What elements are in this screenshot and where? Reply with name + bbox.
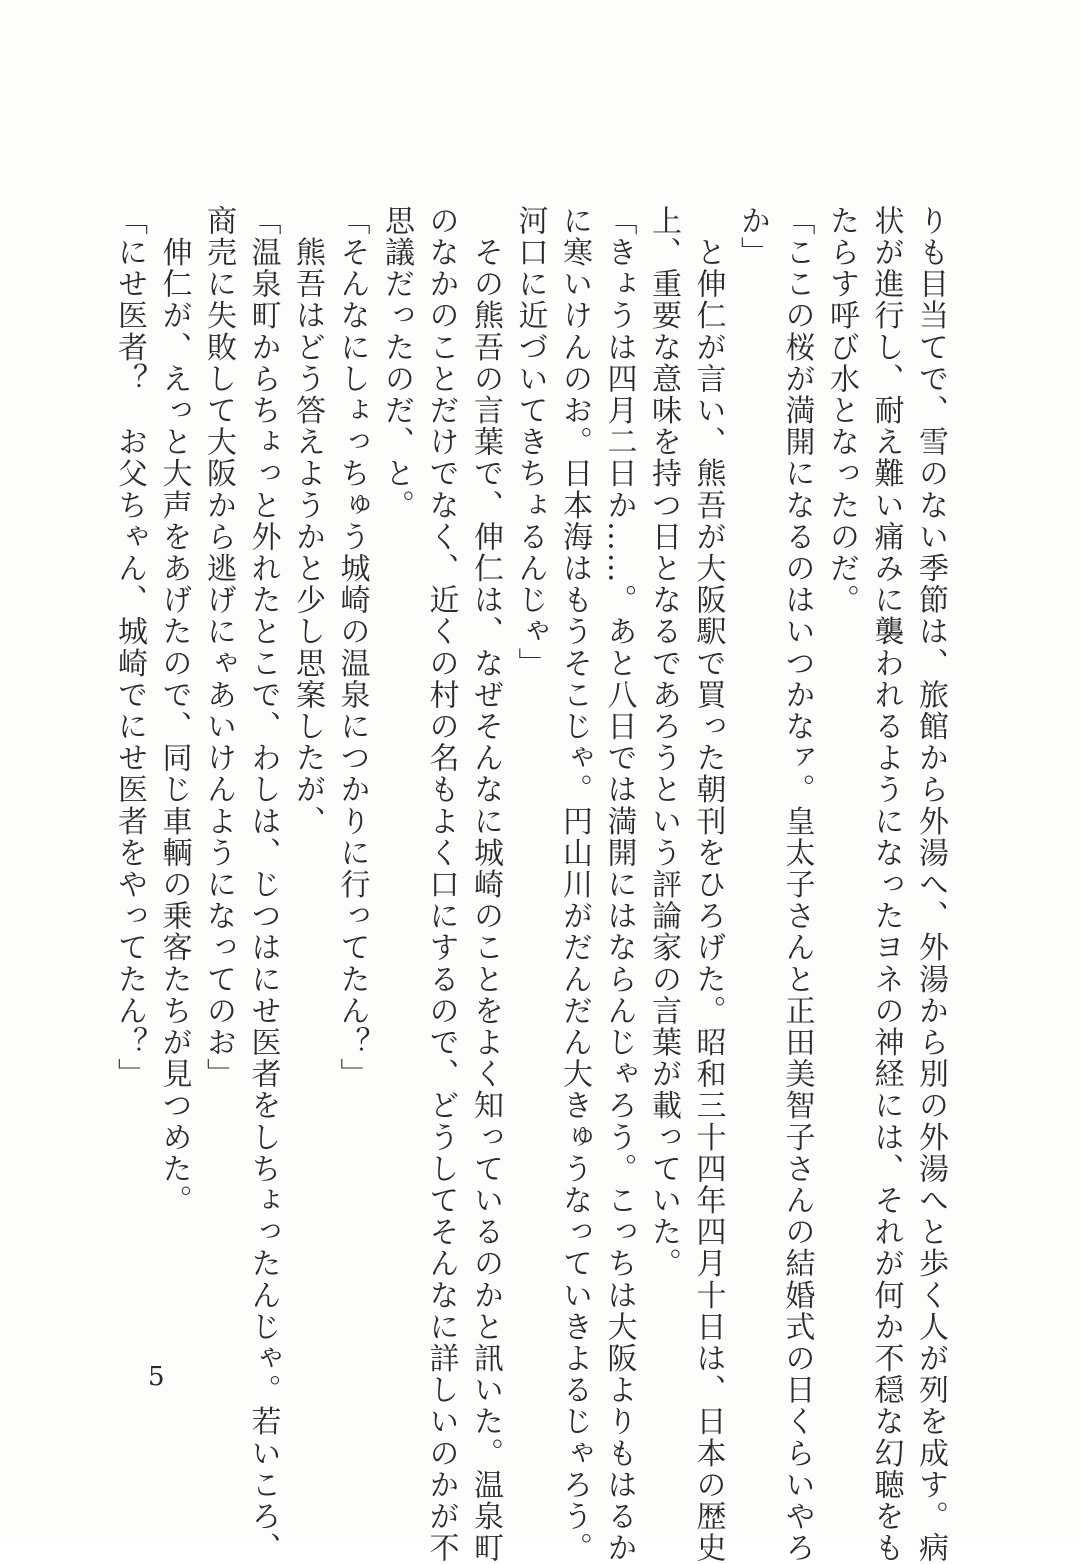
- text-line: 熊吾はどう答えようかと少し思案したが、: [290, 205, 325, 837]
- text-line: その熊吾の言葉で、伸仁は、なぜそんなに城崎のことをよく知っているのかと訊いた。温泉町: [468, 205, 503, 1564]
- text-line: 思議だったのだ、と。: [379, 205, 414, 521]
- text-line: 「そんなにしょっちゅう城崎の温泉につかりに行ってたん？」: [334, 205, 370, 1090]
- text-line: 「温泉町からちょっと外れたとこで、わしは、じつはにせ医者をしちょったんじゃ。若いころ、: [245, 205, 281, 1564]
- text-line: か」: [735, 205, 770, 269]
- text-line: 「きょうは四月二日か……。あと八日では満開にはならんじゃろう。こっちは大阪よりもはるか: [601, 205, 637, 1564]
- text-line: 「ここの桜が満開になるのはいつかなァ。皇太子さんと正田美智子さんの結婚式の日くらいやろ: [779, 205, 815, 1564]
- text-line: 「にせ医者？ お父ちゃん、城崎でにせ医者をやってたん？」: [112, 205, 147, 1090]
- text-line: 上、重要な意味を持つ日となるであろうという評論家の言葉が載っていた。: [646, 205, 681, 1280]
- text-line: 状が進行し、耐え難い痛みに襲われるようになったヨネの神経には、それが何か不穏な幻聴をも: [868, 205, 904, 1564]
- vertical-text-block: [112, 205, 952, 1564]
- text-line: りも目当てで、雪のない季節は、旅館から外湯へ、外湯から別の外湯へと歩く人が列を成す。病: [913, 205, 948, 1564]
- text-line: たらす呼び水となったのだ。: [824, 205, 859, 616]
- text-line: のなかのことだけでなく、近くの村の名もよく口にするので、どうしてそんなに詳しいのかが不: [423, 205, 459, 1564]
- text-line: 河口に近づいてきちょるんじゃ」: [512, 205, 548, 679]
- text-line: に寒いけんのお。日本海はもうそこじゃ。円山川がだんだん大きゅうなっていきよるじゃろう。: [557, 205, 592, 1564]
- text-line: と伸仁が言い、熊吾が大阪駅で買った朝刊をひろげた。昭和三十四年四月十日は、日本の歴史: [690, 205, 726, 1564]
- text-line: 商売に失敗して大阪から逃げにゃあいけんようになってのお」: [201, 205, 236, 1090]
- text-line: 伸仁が、えっと大声をあげたので、同じ車輌の乗客たちが見つめた。: [156, 205, 192, 1217]
- page-number: 5: [148, 1362, 165, 1392]
